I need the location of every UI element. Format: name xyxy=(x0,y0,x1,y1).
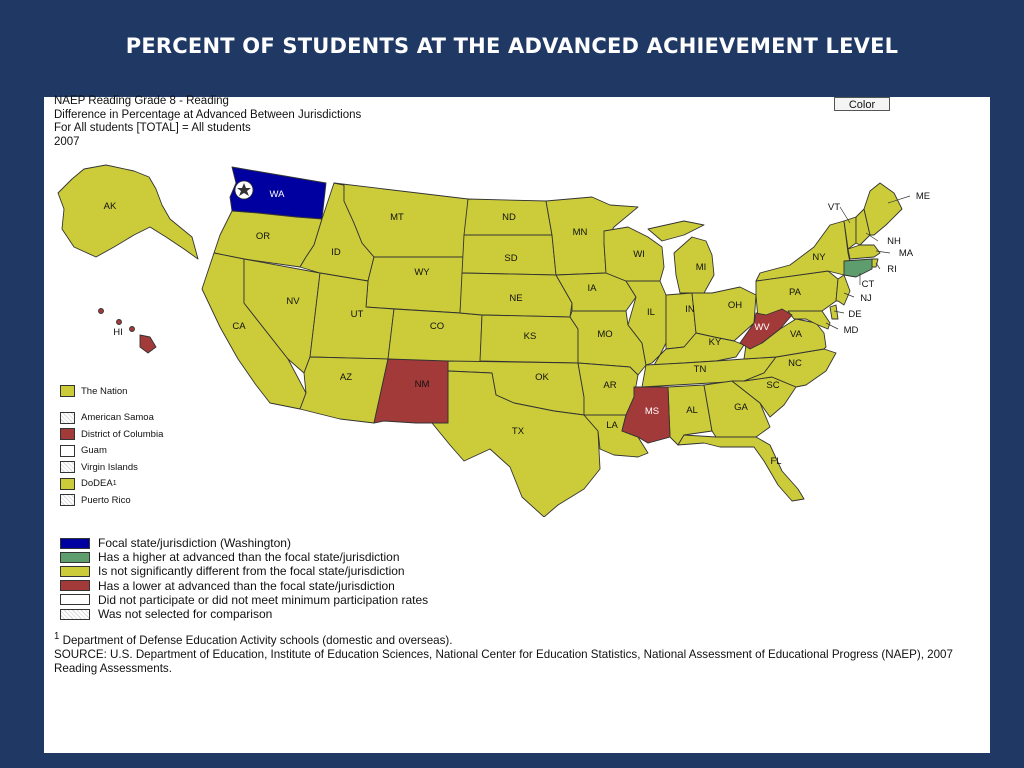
header-line-4: 2007 xyxy=(54,135,80,148)
label-KY: KY xyxy=(708,337,722,348)
legend-row-lower xyxy=(60,579,428,593)
state-OH[interactable] xyxy=(692,287,756,341)
legend-row-dc xyxy=(60,426,163,443)
label-MA: MA xyxy=(898,248,914,259)
legend-row-not-participating xyxy=(60,593,428,607)
header-line-2: Difference in Percentage at Advanced Between Jurisdictions xyxy=(54,108,362,121)
label-NM: NM xyxy=(414,379,430,390)
label-NE: NE xyxy=(509,293,523,304)
legend-label-not-different: Is not significantly different from the focal state/jurisdiction xyxy=(98,564,405,579)
legend-swatch xyxy=(60,609,90,620)
legend-swatch xyxy=(60,445,75,457)
legend-row-nation xyxy=(60,383,163,400)
label-WA: WA xyxy=(269,189,285,200)
label-WY: WY xyxy=(414,267,430,278)
label-AR: AR xyxy=(603,380,617,391)
legend-swatch xyxy=(60,594,90,605)
category-legend xyxy=(60,536,428,621)
footnote-mark: 1 xyxy=(54,631,60,642)
legend-row-puerto-rico xyxy=(60,492,163,509)
label-OH: OH xyxy=(727,300,743,311)
legend-swatch xyxy=(60,552,90,563)
state-HI[interactable] xyxy=(99,309,157,354)
label-VT: VT xyxy=(827,202,841,213)
legend-row-virgin-islands xyxy=(60,459,163,476)
label-VA: VA xyxy=(790,329,802,340)
legend-label-higher: Has a higher at advanced than the focal state/jurisdiction xyxy=(98,550,400,565)
legend-label-guam: Guam xyxy=(81,445,107,457)
state-CO[interactable] xyxy=(388,309,482,367)
header-line-1: NAEP Reading Grade 8 - Reading xyxy=(54,95,229,107)
legend-row-dodea xyxy=(60,476,163,493)
legend-row-not-different xyxy=(60,564,428,578)
label-KS: KS xyxy=(523,331,537,342)
state-CT[interactable] xyxy=(844,259,872,277)
label-OK: OK xyxy=(535,372,549,383)
state-NJ[interactable] xyxy=(836,275,850,305)
label-NJ: NJ xyxy=(860,293,872,304)
legend-label-focal: Focal state/jurisdiction (Washington) xyxy=(98,536,291,551)
label-MI: MI xyxy=(695,262,707,273)
state-DE[interactable] xyxy=(830,305,838,319)
label-MT: MT xyxy=(390,212,404,223)
legend-label-nation: The Nation xyxy=(81,385,128,397)
label-HI: HI xyxy=(113,327,123,338)
label-UT: UT xyxy=(350,309,364,320)
legend-label-virgin-islands: Virgin Islands xyxy=(81,461,138,473)
label-IN: IN xyxy=(685,304,695,315)
legend-swatch xyxy=(60,538,90,549)
label-AZ: AZ xyxy=(339,372,353,383)
legend-label-dodea: DoDEA xyxy=(81,478,113,490)
slide-title: PERCENT OF STUDENTS AT THE ADVANCED ACHIEVEMENT LEVEL xyxy=(125,34,899,58)
map-panel xyxy=(44,97,990,753)
label-MO: MO xyxy=(597,329,613,340)
legend-row-guam xyxy=(60,443,163,460)
state-FL[interactable] xyxy=(678,435,804,501)
legend-swatch xyxy=(60,412,75,424)
state-AZ[interactable] xyxy=(300,357,388,423)
state-WY[interactable] xyxy=(366,257,464,313)
dodea-footnote-mark: 1 xyxy=(112,480,117,488)
label-WI: WI xyxy=(633,249,645,260)
legend-swatch xyxy=(60,494,75,506)
legend-label-not-selected: Was not selected for comparison xyxy=(98,607,273,622)
footnote-source: SOURCE: U.S. Department of Education, Institute of Education Sciences, National Center for Education Statistics, National Assessment of Educational Progress (NAEP), 2007 Reading Assessments. xyxy=(54,647,953,675)
label-IA: IA xyxy=(587,283,597,294)
label-RI: RI xyxy=(887,264,897,275)
label-NH: NH xyxy=(887,236,901,247)
legend-label-american-samoa: American Samoa xyxy=(81,412,154,424)
label-IL: IL xyxy=(647,307,655,318)
label-MN: MN xyxy=(572,227,588,238)
label-NC: NC xyxy=(788,358,802,369)
label-LA: LA xyxy=(606,420,618,431)
label-SC: SC xyxy=(766,380,780,391)
label-TN: TN xyxy=(693,364,707,375)
legend-swatch xyxy=(60,428,75,440)
legend-label-dc: District of Columbia xyxy=(81,428,164,440)
label-SD: SD xyxy=(504,253,518,264)
state-ME[interactable] xyxy=(864,183,902,235)
color-button[interactable]: Color xyxy=(834,97,890,111)
us-map xyxy=(44,97,990,517)
legend-swatch xyxy=(60,478,75,490)
legend-label-puerto-rico: Puerto Rico xyxy=(81,494,131,506)
label-ND: ND xyxy=(502,212,516,223)
label-CA: CA xyxy=(232,321,246,332)
label-NY: NY xyxy=(812,252,826,263)
legend-row-focal xyxy=(60,536,428,550)
label-GA: GA xyxy=(734,402,748,413)
label-PA: PA xyxy=(789,287,801,298)
legend-label-not-participating: Did not participate or did not meet minimum participation rates xyxy=(98,592,429,607)
label-NV: NV xyxy=(286,296,300,307)
label-ME: ME xyxy=(915,191,931,202)
state-AK[interactable] xyxy=(58,165,198,259)
label-DE: DE xyxy=(848,309,862,320)
state-RI[interactable] xyxy=(872,259,878,267)
legend-row-not-selected xyxy=(60,607,428,621)
footnotes xyxy=(54,630,984,676)
label-WV: WV xyxy=(754,322,770,333)
legend-swatch xyxy=(60,461,75,473)
label-FL: FL xyxy=(770,456,782,467)
label-AK: AK xyxy=(103,201,117,212)
label-AL: AL xyxy=(686,405,698,416)
jurisdiction-legend xyxy=(60,383,163,509)
footnote-dodea-text: Department of Defense Education Activity schools (domestic and overseas). xyxy=(59,633,453,647)
label-MS: MS xyxy=(644,406,660,417)
state-NY[interactable] xyxy=(756,221,852,281)
label-OR: OR xyxy=(255,231,271,242)
state-MA[interactable] xyxy=(848,245,880,259)
label-CO: CO xyxy=(429,321,445,332)
legend-swatch xyxy=(60,385,75,397)
legend-swatch xyxy=(60,580,90,591)
footnote-dodea xyxy=(54,630,984,648)
legend-swatch xyxy=(60,566,90,577)
header-line-3: For All students [TOTAL] = All students xyxy=(54,122,251,134)
legend-row-american-samoa xyxy=(60,410,163,427)
legend-row-higher xyxy=(60,550,428,564)
label-TX: TX xyxy=(511,426,525,437)
label-ID: ID xyxy=(331,247,341,258)
label-MD: MD xyxy=(843,325,859,336)
label-CT: CT xyxy=(861,279,875,290)
legend-label-lower: Has a lower at advanced than the focal state/jurisdiction xyxy=(98,578,395,593)
